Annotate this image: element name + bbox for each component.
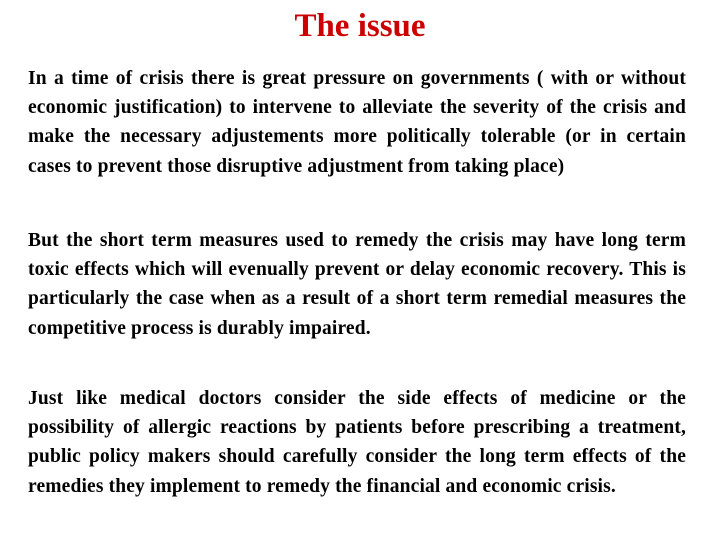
paragraph-medical-analogy: Just like medical doctors consider the side effects of medicine or the possibility of allergic reactions by patients before prescribing a treatment, public policy makers should carefully consider the long term effects of the remedies they implement to remedy the financial and economic crisis. — [28, 388, 686, 497]
slide-title: The issue — [294, 8, 426, 44]
paragraph-pressure-on-governments: In a time of crisis there is great pressure on governments ( with or without economic justification) to intervene to alleviate the severity of the crisis and make the necessary adjustements more politically tolerable (or in certain cases to prevent those disruptive adjustment from taking place) — [28, 68, 686, 177]
paragraph-short-term-measures: But the short term measures used to remedy the crisis may have long term toxic effects which will evenually prevent or delay economic recovery. This is particularly the case when as a result of a short term remedial measures the competitive process is durably impaired. — [28, 230, 686, 339]
